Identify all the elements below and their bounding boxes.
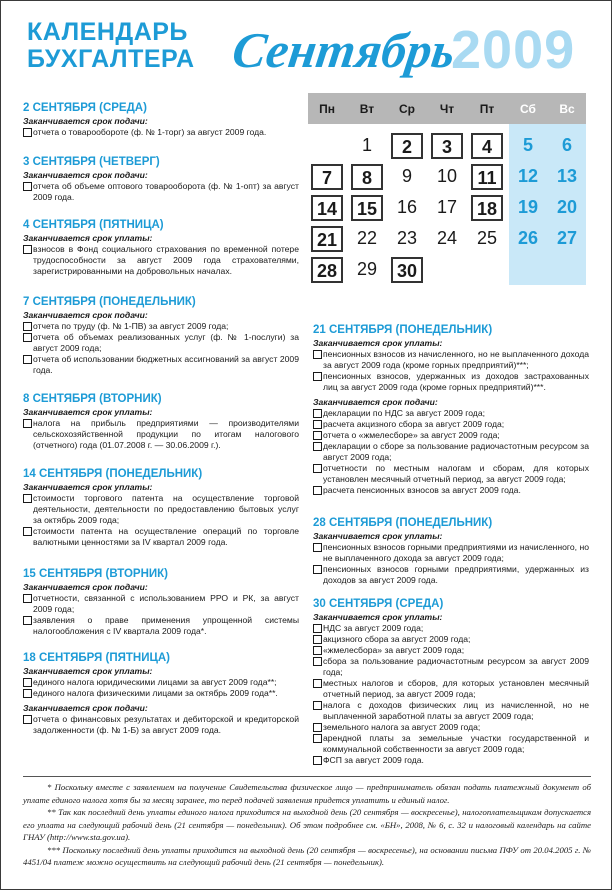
deadline-section [23, 393, 299, 451]
calendar-day: 22 [356, 228, 378, 248]
checkbox-item: заявления о праве применения упрощенной системы налогообложения с IV квартала 2009 года*. [23, 615, 299, 637]
section-date-title: 18 СЕНТЯБРЯ (ПЯТНИЦА) [23, 652, 171, 664]
checkbox-item: расчета акцизного сбора за август 2009 года; [313, 419, 589, 430]
calendar-day: 19 [517, 197, 539, 217]
checkbox-item: налога на прибыль предприятиями — производителями сельскохозяйственной продукции по итогам налогового (отчетного) года (01.07.2008 г. — 30.06.2009 г.). [23, 418, 299, 451]
checkbox-item: пенсионных взносов горными предприятиями, удержанных из доходов за август 2009 года. [313, 564, 589, 586]
deadline-label: Заканчивается срок уплаты: [313, 338, 443, 348]
calendar-day: 6 [561, 135, 572, 155]
deadline-section [313, 517, 589, 586]
month-calendar [308, 93, 586, 285]
checkbox-item: стоимости торгового патента на осуществление торговой деятельности, деятельности по предоставлению бытовых услуг за октябрь 2009 года; [23, 493, 299, 526]
deadline-section [23, 102, 299, 138]
calendar-day: 25 [476, 228, 498, 248]
calendar-day: 21 [311, 226, 343, 252]
checkbox-item: сбора за пользование радиочастотным ресурсом за август 2009 года; [313, 656, 589, 678]
deadline-section [23, 156, 299, 203]
calendar-day: 13 [556, 166, 578, 186]
checkbox-item: ФСП за август 2009 года. [313, 755, 589, 766]
deadline-label: Заканчивается срок уплаты: [23, 407, 153, 417]
checkbox-item: налога с доходов физических лиц из начисленной, но не выплаченной заработной платы за август 2009 года; [313, 700, 589, 722]
deadline-section [23, 219, 299, 277]
header [1, 1, 612, 93]
checkbox-item: отчетности, связанной с использованием РРО и РК, за август 2009 года; [23, 593, 299, 615]
year-title: 2009 [451, 20, 576, 80]
section-date-title: 28 СЕНТЯБРЯ (ПОНЕДЕЛЬНИК) [313, 517, 493, 529]
calendar-day: 29 [356, 259, 378, 279]
weekday-label: Чт [439, 102, 455, 116]
weekday-label: Пн [319, 102, 335, 116]
calendar-day: 8 [351, 164, 383, 190]
checkbox-item: стоимости патента на осуществление операций по торговле валютными ценностями за IV квартал 2009 года. [23, 526, 299, 548]
deadline-label: Заканчивается срок подачи: [23, 582, 148, 592]
deadline-label: Заканчивается срок подачи: [313, 397, 438, 407]
checkbox-item: единого налога физическими лицами за октябрь 2009 года**. [23, 688, 299, 699]
checkbox-item: пенсионных взносов, удержанных из доходов застрахованных лиц за август 2009 года (кроме горных предприятий)***. [313, 371, 589, 393]
brand-title [27, 19, 195, 73]
checkbox-item: взносов в Фонд социального страхования по временной потере трудоспособности за август 2009 года страхователями, зарегистрированными на добровольных началах. [23, 244, 299, 277]
calendar-day: 11 [471, 164, 503, 190]
calendar-day: 23 [396, 228, 418, 248]
footnote: *** Поскольку последний день уплаты приходится на выходной день (20 сентября — воскресенье), на основании письма ПФУ от 20.04.2005 г. № 4451/04 платеж можно осуществить на следующий рабочий день (21 сентября — понедельник). [23, 844, 591, 867]
footnote: * Поскольку вместе с заявлением на получение Свидетельства физическое лицо — предприниматель обязан подать платежный документ об уплате единого налога хотя бы за месяц заранее, то перед подачей заявления придется уплатить и единый налог. [23, 782, 591, 805]
calendar-day: 20 [556, 197, 578, 217]
calendar-day: 7 [311, 164, 343, 190]
deadline-label: Заканчивается срок уплаты: [23, 233, 153, 243]
checkbox-item: декларации о сборе за пользование радиочастотным ресурсом за август 2009 года; [313, 441, 589, 463]
calendar-day: 28 [311, 257, 343, 283]
checkbox-item: отчета об объеме оптового товарооборота (ф. № 1-опт) за август 2009 года. [23, 181, 299, 203]
checkbox-item: арендной платы за земельные участки государственной и коммунальной собственности за август 2009 года; [313, 733, 589, 755]
calendar-day: 26 [517, 228, 539, 248]
section-date-title: 8 СЕНТЯБРЯ (ВТОРНИК) [23, 393, 162, 405]
deadline-section [23, 568, 299, 637]
brand-line-2: БУХГАЛТЕРА [27, 45, 195, 73]
calendar-day: 2 [391, 133, 423, 159]
checkbox-item: местных налогов и сборов, для которых установлен месячный отчетный период, за август 2009 года; [313, 678, 589, 700]
footnote: ** Так как последний день уплаты единого налога приходится на выходной день (20 сентября — воскресенье), налогоплательщикам допускается его уплата на следующий рабочий день (21 сентября — понедельник). Об этом подробнее см. «БН», 2008, № 6, с. 32 и налоговый календарь на сайте ГНАУ (http://www.sta.gov.ua). [23, 807, 591, 842]
weekday-label: Вс [559, 102, 575, 116]
deadline-section [313, 598, 589, 766]
checkbox-item: отчета об использовании бюджетных ассигнований за август 2009 года. [23, 354, 299, 376]
checkbox-item: декларации по НДС за август 2009 года; [313, 408, 589, 419]
checkbox-item: единого налога юридическими лицами за август 2009 года**; [23, 677, 299, 688]
deadline-label: Заканчивается срок подачи: [23, 703, 148, 713]
brand-line-1: КАЛЕНДАРЬ [27, 18, 188, 46]
calendar-day: 17 [436, 197, 458, 217]
checkbox-item: отчета о финансовых результатах и дебиторской и кредиторской задолженности (ф. № 1-Б) за август 2009 года. [23, 714, 299, 736]
checkbox-item: отчетности по местным налогам и сборам, для которых установлен месячный отчетный период, за август 2009 года; [313, 463, 589, 485]
calendar-day: 30 [391, 257, 423, 283]
calendar-day: 9 [401, 166, 412, 186]
month-title: Сентябрь [229, 22, 459, 78]
deadline-label: Заканчивается срок подачи: [23, 116, 148, 126]
deadline-label: Заканчивается срок уплаты: [313, 531, 443, 541]
calendar-day: 18 [471, 195, 503, 221]
deadline-section [313, 324, 589, 496]
checkbox-item: «жмелесбора» за август 2009 года; [313, 645, 589, 656]
section-date-title: 4 СЕНТЯБРЯ (ПЯТНИЦА) [23, 219, 164, 231]
deadline-label: Заканчивается срок подачи: [23, 170, 148, 180]
deadline-section [23, 296, 299, 376]
deadline-section [23, 468, 299, 548]
calendar-day: 16 [396, 197, 418, 217]
checkbox-item: отчета об объемах реализованных услуг (ф. № 1-послуги) за август 2009 года; [23, 332, 299, 354]
section-date-title: 30 СЕНТЯБРЯ (СРЕДА) [313, 598, 444, 610]
weekday-label: Ср [399, 102, 415, 116]
checkbox-item: отчета по труду (ф. № 1-ПВ) за август 2009 года; [23, 321, 299, 332]
weekday-label: Сб [520, 102, 536, 116]
weekday-label: Вт [359, 102, 375, 116]
calendar-day: 12 [517, 166, 539, 186]
weekday-label: Пт [479, 102, 495, 116]
checkbox-item: отчета о товарообороте (ф. № 1-торг) за август 2009 года. [23, 127, 299, 138]
section-date-title: 7 СЕНТЯБРЯ (ПОНЕДЕЛЬНИК) [23, 296, 196, 308]
calendar-day: 10 [436, 166, 458, 186]
section-date-title: 15 СЕНТЯБРЯ (ВТОРНИК) [23, 568, 168, 580]
checkbox-item: НДС за август 2009 года; [313, 623, 589, 634]
section-date-title: 14 СЕНТЯБРЯ (ПОНЕДЕЛЬНИК) [23, 468, 203, 480]
deadline-section [23, 652, 299, 736]
deadline-label: Заканчивается срок подачи: [23, 310, 148, 320]
calendar-day: 14 [311, 195, 343, 221]
checkbox-item: пенсионных взносов из начисленного, но не выплаченного дохода за август 2009 года (кроме горных предприятий)***; [313, 349, 589, 371]
calendar-day: 24 [436, 228, 458, 248]
checkbox-item: акцизного сбора за август 2009 года; [313, 634, 589, 645]
calendar-day: 15 [351, 195, 383, 221]
section-date-title: 21 СЕНТЯБРЯ (ПОНЕДЕЛЬНИК) [313, 324, 493, 336]
checkbox-item: отчета о «жмелесборе» за август 2009 года; [313, 430, 589, 441]
deadline-label: Заканчивается срок уплаты: [23, 666, 153, 676]
section-date-title: 2 СЕНТЯБРЯ (СРЕДА) [23, 102, 147, 114]
calendar-day: 27 [556, 228, 578, 248]
deadline-label: Заканчивается срок уплаты: [23, 482, 153, 492]
calendar-day: 3 [431, 133, 463, 159]
section-date-title: 3 СЕНТЯБРЯ (ЧЕТВЕРГ) [23, 156, 160, 168]
calendar-day: 1 [361, 135, 372, 155]
checkbox-item: пенсионных взносов горными предприятиями из начисленного, но не выплаченного дохода за август 2009 года; [313, 542, 589, 564]
calendar-day: 4 [471, 133, 503, 159]
footnotes [23, 776, 591, 869]
checkbox-item: расчета пенсионных взносов за август 2009 года. [313, 485, 589, 496]
calendar-day: 5 [522, 135, 533, 155]
checkbox-item: земельного налога за август 2009 года; [313, 722, 589, 733]
deadline-label: Заканчивается срок уплаты: [313, 612, 443, 622]
